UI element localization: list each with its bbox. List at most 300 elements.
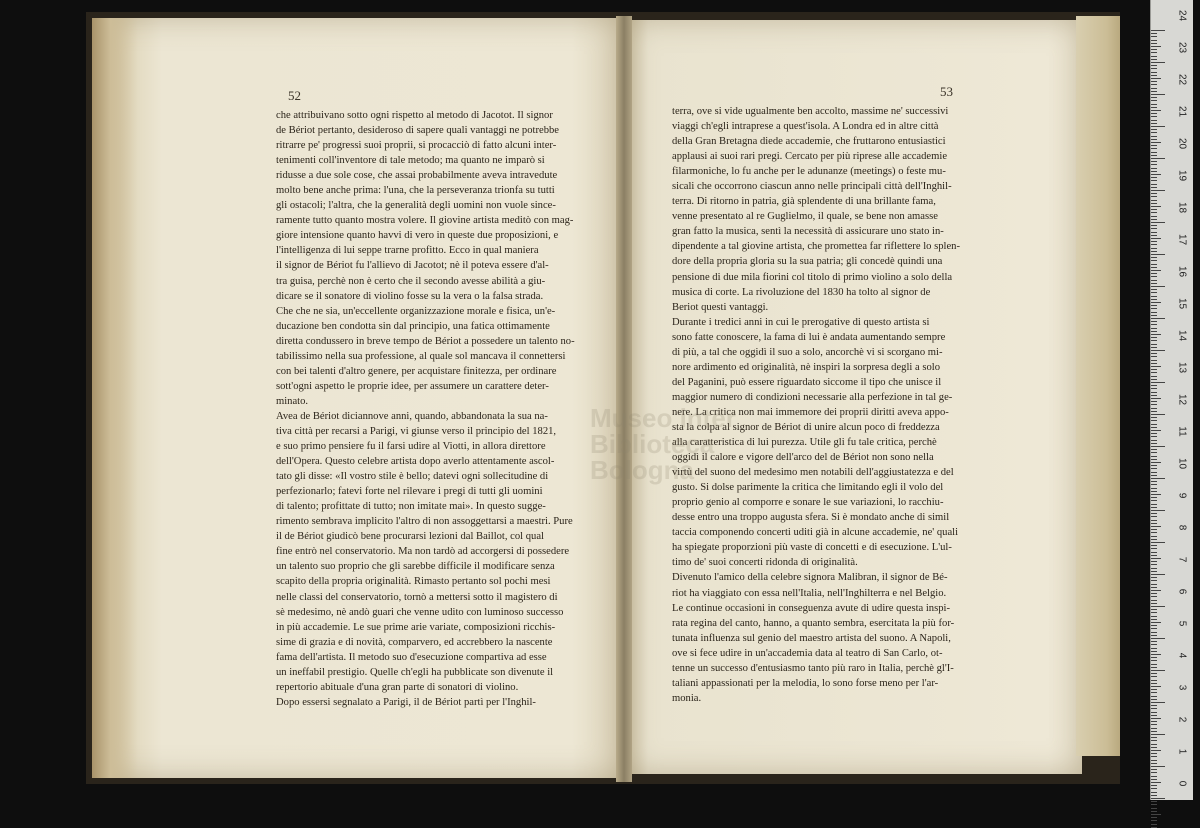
ruler-tick xyxy=(1151,606,1165,607)
text-line: proprio genio al comporre e sonare le sue variazioni, lo racchiu- xyxy=(672,497,944,509)
text-line: sta la colpa al signor de Bériot di unire alcun poco di freddezza xyxy=(672,421,940,433)
ruler-tick xyxy=(1151,126,1165,127)
ruler-minor-tick xyxy=(1151,600,1157,601)
ruler-minor-tick xyxy=(1151,75,1157,76)
ruler-minor-tick xyxy=(1151,744,1157,745)
ruler-minor-tick xyxy=(1151,219,1157,220)
ruler-minor-tick xyxy=(1151,731,1157,732)
ruler-minor-tick xyxy=(1151,628,1157,629)
ruler-minor-tick xyxy=(1151,216,1157,217)
ruler-minor-tick xyxy=(1151,123,1157,124)
text-line: fine entrò nel conservatorio. Ma non tardò ad accorgersi di possedere xyxy=(276,546,570,558)
ruler-minor-tick xyxy=(1151,260,1157,261)
ruler-minor-tick xyxy=(1151,104,1157,105)
ruler-minor-tick xyxy=(1151,680,1157,681)
ruler-minor-tick xyxy=(1151,760,1157,761)
text-line: de Bériot pertanto, desideroso di sapere quali vantaggi ne potrebbe xyxy=(276,125,559,137)
ruler-minor-tick xyxy=(1151,244,1157,245)
ruler-minor-tick xyxy=(1151,526,1161,527)
ruler-minor-tick xyxy=(1151,356,1157,357)
ruler-minor-tick xyxy=(1151,187,1157,188)
ruler-minor-tick xyxy=(1151,817,1157,818)
text-line: alla caratteristica di lui purezza. Utile gli fu tale critica, perchè xyxy=(672,437,937,449)
ruler-minor-tick xyxy=(1151,315,1157,316)
text-line: applausi ai suoi rari pregi. Cercato per più riprese alle accademie xyxy=(672,151,948,163)
text-line: rata regina del canto, hanno, a quanto sembra, esercitata la più for- xyxy=(672,617,955,629)
text-line: sott'ogni aspetto le proprie idee, per assumere un carattere deter- xyxy=(276,380,549,392)
ruler-minor-tick xyxy=(1151,155,1157,156)
ruler-minor-tick xyxy=(1151,385,1157,386)
ruler-minor-tick xyxy=(1151,612,1157,613)
ruler-minor-tick xyxy=(1151,424,1157,425)
ruler-minor-tick xyxy=(1151,132,1157,133)
ruler-minor-tick xyxy=(1151,654,1161,655)
ruler-minor-tick xyxy=(1151,232,1157,233)
ruler-number: 4 xyxy=(1176,652,1188,659)
ruler-minor-tick xyxy=(1151,174,1161,175)
ruler-minor-tick xyxy=(1151,398,1161,399)
ruler-minor-tick xyxy=(1151,507,1157,508)
ruler-minor-tick xyxy=(1151,769,1157,770)
ruler-tick xyxy=(1151,62,1165,63)
text-line: gli ostacoli; l'altra, che la generalità degli uomini non vuole since- xyxy=(276,200,556,212)
ruler-minor-tick xyxy=(1151,184,1157,185)
ruler-tick xyxy=(1151,190,1165,191)
ruler-tick xyxy=(1151,286,1165,287)
text-line: in più accademie. Le sue prime arie variate, composizioni ricchis- xyxy=(276,621,556,633)
text-line: di più, a tal che oggidì il suo a solo, ancorchè vi si scorgano mi- xyxy=(672,346,943,358)
ruler-minor-tick xyxy=(1151,324,1157,325)
ruler-tick xyxy=(1151,222,1165,223)
ruler-minor-tick xyxy=(1151,238,1161,239)
ruler-minor-tick xyxy=(1151,209,1157,210)
ruler-minor-tick xyxy=(1151,72,1157,73)
ruler-number: 6 xyxy=(1176,588,1188,595)
text-line: viaggi ch'egli intraprese a quest'isola. A Londra ed in altre città xyxy=(672,121,939,133)
text-line: tiva città per recarsi a Parigi, vi giunse verso il principio del 1821, xyxy=(276,425,557,437)
ruler-minor-tick xyxy=(1151,622,1161,623)
ruler-minor-tick xyxy=(1151,411,1157,412)
ruler-tick xyxy=(1151,798,1165,799)
ruler-minor-tick xyxy=(1151,648,1157,649)
text-line: sime di grazia e di novità, comparvero, ed accrebbero la nascente xyxy=(276,636,553,648)
ruler-minor-tick xyxy=(1151,129,1157,130)
ruler-minor-tick xyxy=(1151,443,1157,444)
text-line: il de Bériot giudicò bene procurarsi lezioni dal Baillot, col qual xyxy=(276,531,545,543)
ruler-tick xyxy=(1151,30,1165,31)
ruler-tick xyxy=(1151,318,1165,319)
ruler-number: 0 xyxy=(1176,780,1188,787)
ruler-minor-tick xyxy=(1151,792,1157,793)
ruler-minor-tick xyxy=(1151,756,1157,757)
ruler-minor-tick xyxy=(1151,420,1157,421)
text-line: virtù del suono del medesimo men notabili dell'aggiustatezza e del xyxy=(672,467,954,479)
ruler-minor-tick xyxy=(1151,366,1161,367)
ruler-minor-tick xyxy=(1151,353,1157,354)
text-line: il signor de Bériot fu l'allievo di Jacotot; nè il poteva essere d'al- xyxy=(276,260,549,272)
ruler-minor-tick xyxy=(1151,651,1157,652)
ruler-minor-tick xyxy=(1151,712,1157,713)
ruler-number: 11 xyxy=(1176,426,1188,437)
ruler-minor-tick xyxy=(1151,468,1157,469)
ruler-minor-tick xyxy=(1151,152,1157,153)
ruler-number: 16 xyxy=(1176,265,1188,278)
text-line: musica di corte. La rivoluzione del 1830 ha tolto al signor de xyxy=(672,286,931,298)
ruler-minor-tick xyxy=(1151,97,1157,98)
text-line: giore intensione quanto havvi di vero in queste due proposizioni, e xyxy=(276,230,559,242)
ruler-minor-tick xyxy=(1151,571,1157,572)
ruler-minor-tick xyxy=(1151,814,1161,815)
ruler-number: 12 xyxy=(1176,393,1188,406)
ruler-minor-tick xyxy=(1151,180,1157,181)
ruler-minor-tick xyxy=(1151,593,1157,594)
ruler-minor-tick xyxy=(1151,427,1157,428)
ruler-minor-tick xyxy=(1151,312,1157,313)
ruler-number: 9 xyxy=(1176,492,1188,499)
ruler-minor-tick xyxy=(1151,116,1157,117)
ruler-minor-tick xyxy=(1151,452,1157,453)
ruler-minor-tick xyxy=(1151,417,1157,418)
ruler-number: 7 xyxy=(1176,556,1188,563)
ruler-minor-tick xyxy=(1151,33,1157,34)
ruler-minor-tick xyxy=(1151,584,1157,585)
ruler-minor-tick xyxy=(1151,433,1157,434)
watermark-line: Biblioteca xyxy=(590,429,715,459)
text-line: un talento suo proprio che gli sarebbe difficile il modificare senza xyxy=(276,561,555,573)
text-line: sè medesimo, nè andò guari che venne udito con luminoso successo xyxy=(276,606,564,618)
ruler-minor-tick xyxy=(1151,251,1157,252)
ruler-minor-tick xyxy=(1151,632,1157,633)
text-line: Che che ne sia, un'eccellente organizzazione morale e fisica, un'e- xyxy=(276,305,556,317)
ruler-minor-tick xyxy=(1151,558,1161,559)
text-line: ha spiegate proporzioni più vaste di concetti e di esecuzione. L'ul- xyxy=(672,542,952,554)
ruler-minor-tick xyxy=(1151,580,1157,581)
text-line: di talento; profittate di tutto; non imitate mai». In questo sugge- xyxy=(276,501,546,513)
ruler-minor-tick xyxy=(1151,776,1157,777)
ruler-minor-tick xyxy=(1151,292,1157,293)
ruler-minor-tick xyxy=(1151,516,1157,517)
ruler-minor-tick xyxy=(1151,804,1157,805)
ruler-minor-tick xyxy=(1151,193,1157,194)
ruler-minor-tick xyxy=(1151,56,1157,57)
ruler-minor-tick xyxy=(1151,100,1157,101)
ruler-minor-tick xyxy=(1151,392,1157,393)
ruler-minor-tick xyxy=(1151,331,1157,332)
text-line: filarmoniche, lo fu anche per le adunanze (meetings) o feste mu- xyxy=(672,166,946,178)
text-line: tra guisa, perchè non è certo che il secondo avesse abilità a giu- xyxy=(276,275,546,287)
ruler-minor-tick xyxy=(1151,715,1157,716)
ruler-tick xyxy=(1151,670,1165,671)
ruler-minor-tick xyxy=(1151,484,1157,485)
ruler-minor-tick xyxy=(1151,808,1157,809)
ruler-minor-tick xyxy=(1151,596,1157,597)
left-page-edge xyxy=(92,18,138,778)
ruler-minor-tick xyxy=(1151,532,1157,533)
ruler-tick xyxy=(1151,158,1165,159)
ruler-minor-tick xyxy=(1151,587,1157,588)
ruler-minor-tick xyxy=(1151,721,1157,722)
ruler-minor-tick xyxy=(1151,491,1157,492)
ruler-minor-tick xyxy=(1151,81,1157,82)
text-line: Dopo essersi segnalato a Parigi, il de Bériot partì per l'Inghil- xyxy=(276,696,536,708)
ruler-number: 13 xyxy=(1176,361,1188,374)
ruler-minor-tick xyxy=(1151,750,1161,751)
ruler-minor-tick xyxy=(1151,340,1157,341)
ruler-minor-tick xyxy=(1151,113,1157,114)
text-line: che attribuivano sotto ogni rispetto al metodo di Jacotot. Il signor xyxy=(276,110,553,121)
ruler-minor-tick xyxy=(1151,449,1157,450)
ruler-minor-tick xyxy=(1151,264,1157,265)
text-line: del Paganini, può essere riguardato siccome il tipo che unisce il xyxy=(672,376,942,388)
ruler-minor-tick xyxy=(1151,782,1161,783)
ruler-minor-tick xyxy=(1151,196,1157,197)
ruler-minor-tick xyxy=(1151,465,1157,466)
ruler-minor-tick xyxy=(1151,692,1157,693)
text-line: nore ardimento ed originalità, nè inspiri la sorpresa degli a solo xyxy=(672,361,941,373)
text-line: dell'Opera. Questo celebre artista dopo averlo attentamente ascol- xyxy=(276,456,555,468)
text-line: rimento sembrava implicito l'altro di non assoggettarsi a maestri. Pure xyxy=(276,516,573,528)
right-page-edge xyxy=(1076,16,1120,756)
left-page-text xyxy=(276,108,576,710)
ruler-minor-tick xyxy=(1151,724,1157,725)
ruler-minor-tick xyxy=(1151,273,1157,274)
text-line: fama dell'artista. Il metodo suo d'esecuzione compartiva ad esse xyxy=(276,651,547,663)
ruler-minor-tick xyxy=(1151,740,1157,741)
ruler-minor-tick xyxy=(1151,302,1161,303)
ruler-minor-tick xyxy=(1151,657,1157,658)
ruler-minor-tick xyxy=(1151,161,1157,162)
text-line: tabilissimo nella sua professione, al quale sol mancava il connettersi xyxy=(276,350,566,362)
ruler-minor-tick xyxy=(1151,590,1161,591)
ruler-minor-tick xyxy=(1151,616,1157,617)
ruler-minor-tick xyxy=(1151,561,1157,562)
ruler-tick xyxy=(1151,510,1165,511)
ruler-number: 2 xyxy=(1176,716,1188,723)
ruler-minor-tick xyxy=(1151,395,1157,396)
text-line: terra, ove si vide ugualmente ben accolto, massime ne' successivi xyxy=(672,106,949,117)
ruler-minor-tick xyxy=(1151,372,1157,373)
ruler-minor-tick xyxy=(1151,248,1157,249)
text-line: ritrarre pe' progressi suoi proprii, si procacciò di fatto alcuni inter- xyxy=(276,140,557,152)
ruler-minor-tick xyxy=(1151,360,1157,361)
ruler-minor-tick xyxy=(1151,36,1157,37)
ruler-tick xyxy=(1151,574,1165,575)
ruler-minor-tick xyxy=(1151,46,1161,47)
text-line: maggior numero di condizioni necessarie alla perfezione in tal ge- xyxy=(672,391,953,403)
text-line: repertorio abituale d'una gran parte di sonatori di violino. xyxy=(276,681,519,693)
ruler-minor-tick xyxy=(1151,785,1157,786)
ruler-minor-tick xyxy=(1151,824,1157,825)
ruler-minor-tick xyxy=(1151,788,1157,789)
text-line: e suo primo pensiere fu il farsi udire al Viotti, in allora direttore xyxy=(276,441,546,453)
ruler-minor-tick xyxy=(1151,139,1157,140)
ruler-minor-tick xyxy=(1151,40,1157,41)
text-line: ramente tutto quanto mostra volere. Il giovine artista meditò con mag- xyxy=(276,215,574,227)
ruler-minor-tick xyxy=(1151,641,1157,642)
ruler-minor-tick xyxy=(1151,270,1161,271)
ruler-minor-tick xyxy=(1151,763,1157,764)
ruler-tick xyxy=(1151,766,1165,767)
ruler-minor-tick xyxy=(1151,289,1157,290)
ruler-minor-tick xyxy=(1151,504,1157,505)
text-line: perfezionarlo; fatevi forte nel rilevare i pregi di tutti gli uomini xyxy=(276,486,543,498)
watermark-line: Bologna xyxy=(590,455,694,485)
ruler-minor-tick xyxy=(1151,568,1157,569)
ruler-minor-tick xyxy=(1151,379,1157,380)
ruler-minor-tick xyxy=(1151,120,1157,121)
ruler-minor-tick xyxy=(1151,328,1157,329)
ruler-minor-tick xyxy=(1151,667,1157,668)
text-line: desse entro una troppo augusta sfera. Si è mondato anche di simil xyxy=(672,512,950,524)
ruler-minor-tick xyxy=(1151,795,1157,796)
text-line: taliani appassionati per la melodia, lo sono forse meno per l'ar- xyxy=(672,677,939,689)
ruler-minor-tick xyxy=(1151,625,1157,626)
ruler-number: 17 xyxy=(1176,233,1188,246)
ruler-tick xyxy=(1151,254,1165,255)
text-line: diretta condussero in breve tempo de Bériot a possedere un talento no- xyxy=(276,335,575,347)
ruler-number: 18 xyxy=(1176,201,1188,214)
ruler-minor-tick xyxy=(1151,472,1157,473)
ruler-minor-tick xyxy=(1151,779,1157,780)
ruler-minor-tick xyxy=(1151,321,1157,322)
ruler-minor-tick xyxy=(1151,676,1157,677)
text-line: sono fatte conoscere, la fama di lui è andata aumentando sempre xyxy=(672,331,946,343)
ruler-number: 8 xyxy=(1176,524,1188,531)
ruler-minor-tick xyxy=(1151,280,1157,281)
ruler-minor-tick xyxy=(1151,664,1157,665)
ruler-minor-tick xyxy=(1151,257,1157,258)
ruler-number: 5 xyxy=(1176,620,1188,627)
ruler-minor-tick xyxy=(1151,299,1157,300)
text-line: un ineffabil prestigio. Quelle ch'egli ha pubblicate son divenute il xyxy=(276,666,554,678)
ruler-minor-tick xyxy=(1151,142,1161,143)
ruler-minor-tick xyxy=(1151,475,1157,476)
text-line: riot ha viaggiato con essa nell'Italia, nell'Inghilterra e nel Belgio. xyxy=(672,587,947,599)
ruler-minor-tick xyxy=(1151,539,1157,540)
text-line: terra. Di ritorno in patria, già splendente di una brillante fama, xyxy=(672,196,936,208)
text-line: tunata influenza sul genio del maestro artista del suono. A Napoli, xyxy=(672,632,951,644)
ruler-minor-tick xyxy=(1151,388,1157,389)
ruler-minor-tick xyxy=(1151,548,1157,549)
text-line: ducazione ben condotta sin dal principio, una fatica ottimamente xyxy=(276,320,550,332)
ruler-minor-tick xyxy=(1151,481,1157,482)
watermark-line: Museo inter xyxy=(590,403,736,433)
ruler-minor-tick xyxy=(1151,283,1157,284)
ruler-tick xyxy=(1151,734,1165,735)
text-line: scapito della propria originalità. Rimasto pertanto sol pochi mesi xyxy=(276,576,551,588)
text-line: tenimenti coll'inventore di tale metodo; ma quanto ne imparò si xyxy=(276,155,545,167)
ruler-minor-tick xyxy=(1151,334,1161,335)
ruler-minor-tick xyxy=(1151,747,1157,748)
ruler-minor-tick xyxy=(1151,376,1157,377)
ruler-minor-tick xyxy=(1151,536,1157,537)
text-line: dipendente a tal giovine artista, che promettea far riflettere lo splen- xyxy=(672,241,960,253)
ruler-minor-tick xyxy=(1151,708,1157,709)
text-line: timo de' suoi concerti ridonda di originalità. xyxy=(672,557,858,569)
ruler-minor-tick xyxy=(1151,545,1157,546)
text-line: tato gli disse: «Il vostro stile è bello; datevi ogni sollecitudine di xyxy=(276,471,549,483)
ruler-minor-tick xyxy=(1151,369,1157,370)
ruler-number: 15 xyxy=(1176,297,1188,310)
ruler-minor-tick xyxy=(1151,241,1157,242)
ruler-minor-tick xyxy=(1151,552,1157,553)
text-line: dore della propria gloria su la sua patria; gli concedè quindi una xyxy=(672,256,943,268)
ruler-minor-tick xyxy=(1151,308,1157,309)
ruler-minor-tick xyxy=(1151,513,1157,514)
ruler-minor-tick xyxy=(1151,84,1157,85)
ruler-minor-tick xyxy=(1151,164,1157,165)
ruler-tick xyxy=(1151,638,1165,639)
left-page-number: 52 xyxy=(288,88,301,103)
text-line: pensione di due mila fiorini col titolo di primo violino a solo della xyxy=(672,271,953,283)
ruler-minor-tick xyxy=(1151,148,1157,149)
ruler-minor-tick xyxy=(1151,635,1157,636)
text-line: Durante i tredici anni in cui le prerogative di questo artista si xyxy=(672,316,930,328)
ruler-minor-tick xyxy=(1151,772,1157,773)
ruler-minor-tick xyxy=(1151,456,1157,457)
ruler-number: 22 xyxy=(1176,73,1188,86)
ruler-minor-tick xyxy=(1151,235,1157,236)
ruler-minor-tick xyxy=(1151,564,1157,565)
ruler-number: 3 xyxy=(1176,684,1188,691)
ruler-minor-tick xyxy=(1151,203,1157,204)
ruler-minor-tick xyxy=(1151,436,1157,437)
measurement-ruler xyxy=(1150,0,1193,800)
ruler-minor-tick xyxy=(1151,78,1161,79)
ruler-number: 19 xyxy=(1176,169,1188,182)
text-line: gran fatto la musica, sentì la necessità di assicurare uno stato in- xyxy=(672,226,944,238)
text-line: l'intelligenza di lui seppe trarne profitto. Ecco in qual maniera xyxy=(276,245,539,257)
ruler-number: 20 xyxy=(1176,137,1188,150)
ruler-number: 23 xyxy=(1176,41,1188,54)
ruler-minor-tick xyxy=(1151,523,1157,524)
ruler-minor-tick xyxy=(1151,206,1161,207)
ruler-minor-tick xyxy=(1151,145,1157,146)
ruler-tick xyxy=(1151,350,1165,351)
ruler-minor-tick xyxy=(1151,68,1157,69)
right-page-number: 53 xyxy=(940,84,953,99)
ruler-minor-tick xyxy=(1151,683,1157,684)
ruler-minor-tick xyxy=(1151,811,1157,812)
ruler-tick xyxy=(1151,446,1165,447)
ruler-minor-tick xyxy=(1151,91,1157,92)
text-line: Divenuto l'amico della celebre signora Malibran, il signor de Bé- xyxy=(672,572,948,584)
text-line: Le continue occasioni in conseguenza avute di udire questa inspi- xyxy=(672,602,950,614)
ruler-minor-tick xyxy=(1151,267,1157,268)
ruler-minor-tick xyxy=(1151,168,1157,169)
text-line: con bei talenti d'altro genere, per acquistare finitezza, per ordinare xyxy=(276,365,557,377)
book-gutter xyxy=(616,16,632,782)
ruler-minor-tick xyxy=(1151,673,1157,674)
ruler-tick xyxy=(1151,94,1165,95)
text-line: sicali che occorrono ciascun anno nelle principali città dell'Inghil- xyxy=(672,181,952,193)
ruler-minor-tick xyxy=(1151,660,1157,661)
text-line: Avea de Bériot diciannove anni, quando, abbandonata la sua na- xyxy=(276,410,548,422)
ruler-minor-tick xyxy=(1151,401,1157,402)
ruler-minor-tick xyxy=(1151,462,1161,463)
text-line: venne presentato al re Guglielmo, il quale, se bene non amasse xyxy=(672,211,938,223)
ruler-minor-tick xyxy=(1151,107,1157,108)
ruler-minor-tick xyxy=(1151,603,1157,604)
ruler-minor-tick xyxy=(1151,408,1157,409)
ruler-minor-tick xyxy=(1151,609,1157,610)
text-line: tenne un successo d'entusiasmo tanto più raro in Italia, perchè gl'I- xyxy=(672,662,954,674)
ruler-minor-tick xyxy=(1151,705,1157,706)
ruler-minor-tick xyxy=(1151,459,1157,460)
text-line: gusto. Si dolse parimente la critica che limitando egli il volo del xyxy=(672,482,944,494)
ruler-minor-tick xyxy=(1151,276,1157,277)
text-line: monia. xyxy=(672,692,702,704)
